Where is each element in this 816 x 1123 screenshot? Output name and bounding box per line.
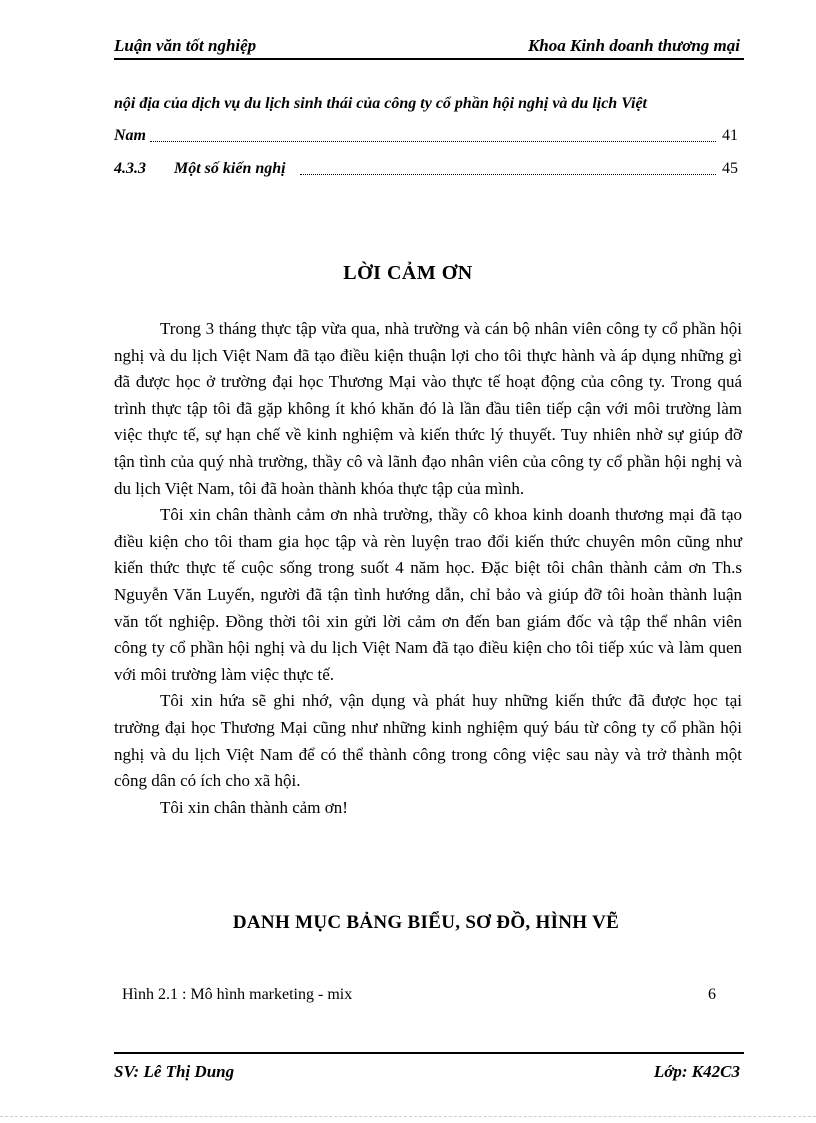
toc-entry-number: 4.3.3 xyxy=(114,160,146,177)
acknowledgement-title: LỜI CẢM ƠN xyxy=(343,262,473,284)
toc-leader-dots xyxy=(150,141,716,142)
paragraph: Tôi xin hứa sẽ ghi nhớ, vận dụng và phát huy những kiến thức đã được học tại trường đại học Thương Mại cũng như những kinh nghiệm quý báu từ công ty cổ phần hội nghị và du lịch Việt Nam để có thể thành công trong công việc sau này và trở thành một công dân có ích cho xã hội. xyxy=(114,691,742,791)
header-thesis-label: Luận văn tốt nghiệp xyxy=(114,36,257,55)
toc-entry-title: Một số kiến nghị xyxy=(174,160,286,177)
page-footer xyxy=(114,1052,744,1084)
toc-continued-line: nội địa của dịch vụ du lịch sinh thái của công ty cổ phần hội nghị và du lịch Việt xyxy=(114,95,647,112)
footer-class-label: Lớp: K42C3 xyxy=(653,1062,740,1081)
paragraph: Tôi xin chân thành cảm ơn! xyxy=(160,797,348,817)
paragraph: Trong 3 tháng thực tập vừa qua, nhà trường và cán bộ nhân viên công ty cổ phần hội nghị và du lịch Việt Nam đã tạo điều kiện thuận lợi cho tôi thực hành và áp dụng những gì đã được học ở trường đại học Thương Mại vào thực tế hoạt động của công ty. Trong quá trình thực tập tôi đã gặp không ít khó khăn đó là lần đầu tiên tiếp cận với môi trường làm việc thực tế, sự hạn chế về kinh nghiệm và kiến thức lý thuyết. Tuy nhiên nhờ sự giúp đỡ tận tình của quý nhà trường, thầy cô và lãnh đạo nhân viên của công ty cổ phần hội nghị và du lịch Việt Nam, tôi đã hoàn thành khóa thực tập của mình. xyxy=(114,319,742,498)
toc-page-number: 41 xyxy=(722,127,738,144)
toc-continued-entry xyxy=(114,127,742,147)
toc-entry xyxy=(114,160,742,180)
header-faculty-label: Khoa Kinh doanh thương mại xyxy=(527,36,740,55)
toc-continued-end-label: Nam xyxy=(114,127,146,144)
acknowledgement-body xyxy=(114,316,742,821)
toc-leader-dots xyxy=(300,174,716,175)
page-header xyxy=(114,32,744,60)
paragraph: Tôi xin chân thành cảm ơn nhà trường, thầy cô khoa kinh doanh thương mại đã tạo điều kiện cho tôi tham gia học tập và rèn luyện trao đổi kiến thức chuyên môn cũng như kiến thức thực tế cuộc sống trong suốt 4 năm học. Đặc biệt tôi chân thành cảm ơn Th.s Nguyễn Văn Luyến, người đã tận tình hướng dẫn, chỉ bảo và giúp đỡ tôi hoàn thành luận văn tốt nghiệp. Đồng thời tôi xin gửi lời cảm ơn đến ban giám đốc và tập thể nhân viên công ty cổ phần hội nghị và du lịch Việt Nam đã tạo điều kiện cho tôi tiếp xúc và làm quen với môi trường làm việc thực tế. xyxy=(114,505,742,684)
toc-page-number: 45 xyxy=(722,160,738,177)
figure-caption: Hình 2.1 : Mô hình marketing - mix xyxy=(122,986,353,1003)
footer-student-name: SV: Lê Thị Dung xyxy=(114,1062,235,1081)
figure-page-number: 6 xyxy=(708,986,716,1003)
figures-list-title: DANH MỤC BẢNG BIỂU, SƠ ĐỒ, HÌNH VẼ xyxy=(232,912,620,933)
page-edge-divider xyxy=(0,1116,816,1117)
